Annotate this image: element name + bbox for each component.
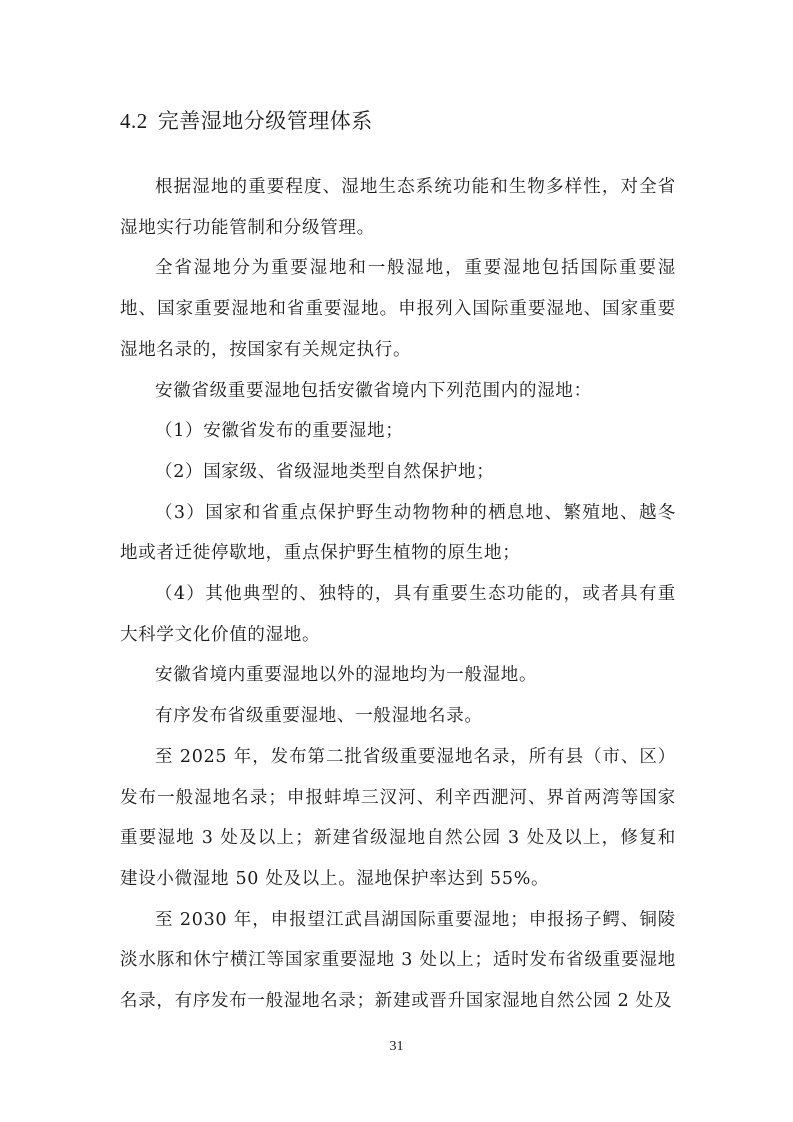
list-item: （3）国家和省重点保护野生动物物种的栖息地、繁殖地、越冬地或者迁徙停歇地，重点保护野生植物的原生地； bbox=[120, 502, 676, 564]
list-item: （4）其他典型的、独特的，具有重要生态功能的，或者具有重大科学文化价值的湿地。 bbox=[120, 584, 676, 645]
page-number: 31 bbox=[389, 1039, 404, 1054]
paragraph: 全省湿地分为重要湿地和一般湿地，重要湿地包括国际重要湿地、国家重要湿地和省重要湿地。申报列入国际重要湿地、国家重要湿地名录的，按国家有关规定执行。 bbox=[120, 258, 676, 360]
paragraph: 有序发布省级重要湿地、一般湿地名录。 bbox=[155, 706, 483, 727]
section-number: 4.2 bbox=[120, 109, 148, 133]
paragraph: 根据湿地的重要程度、湿地生态系统功能和生物多样性，对全省湿地实行功能管制和分级管理。 bbox=[120, 177, 676, 238]
section-title: 完善湿地分级管理体系 bbox=[157, 109, 373, 133]
list-item: （1）安徽省发布的重要湿地； bbox=[155, 421, 404, 442]
paragraph: 至 2030 年，申报望江武昌湖国际重要湿地；申报扬子鳄、铜陵淡水豚和休宁横江等国家重要湿地 3 处以上；适时发布省级重要湿地名录，有序发布一般湿地名录；新建或晋升国家湿地自然公园 2 处及 bbox=[120, 909, 676, 1012]
list-item: （2）国家级、省级湿地类型自然保护地； bbox=[155, 461, 495, 482]
section-heading bbox=[120, 106, 373, 136]
paragraph: 安徽省级重要湿地包括安徽省境内下列范围内的湿地： bbox=[155, 380, 592, 401]
paragraph: 安徽省境内重要湿地以外的湿地均为一般湿地。 bbox=[155, 665, 538, 686]
body-text bbox=[120, 167, 676, 1022]
paragraph: 至 2025 年，发布第二批省级重要湿地名录，所有县（市、区）发布一般湿地名录；申报蚌埠三汊河、利辛西淝河、界首两湾等国家重要湿地 3 处及以上；新建省级湿地自然公园 3 处及以上，修复和建设小微湿地 50 处及以上。湿地保护率达到 55%。 bbox=[120, 746, 676, 889]
